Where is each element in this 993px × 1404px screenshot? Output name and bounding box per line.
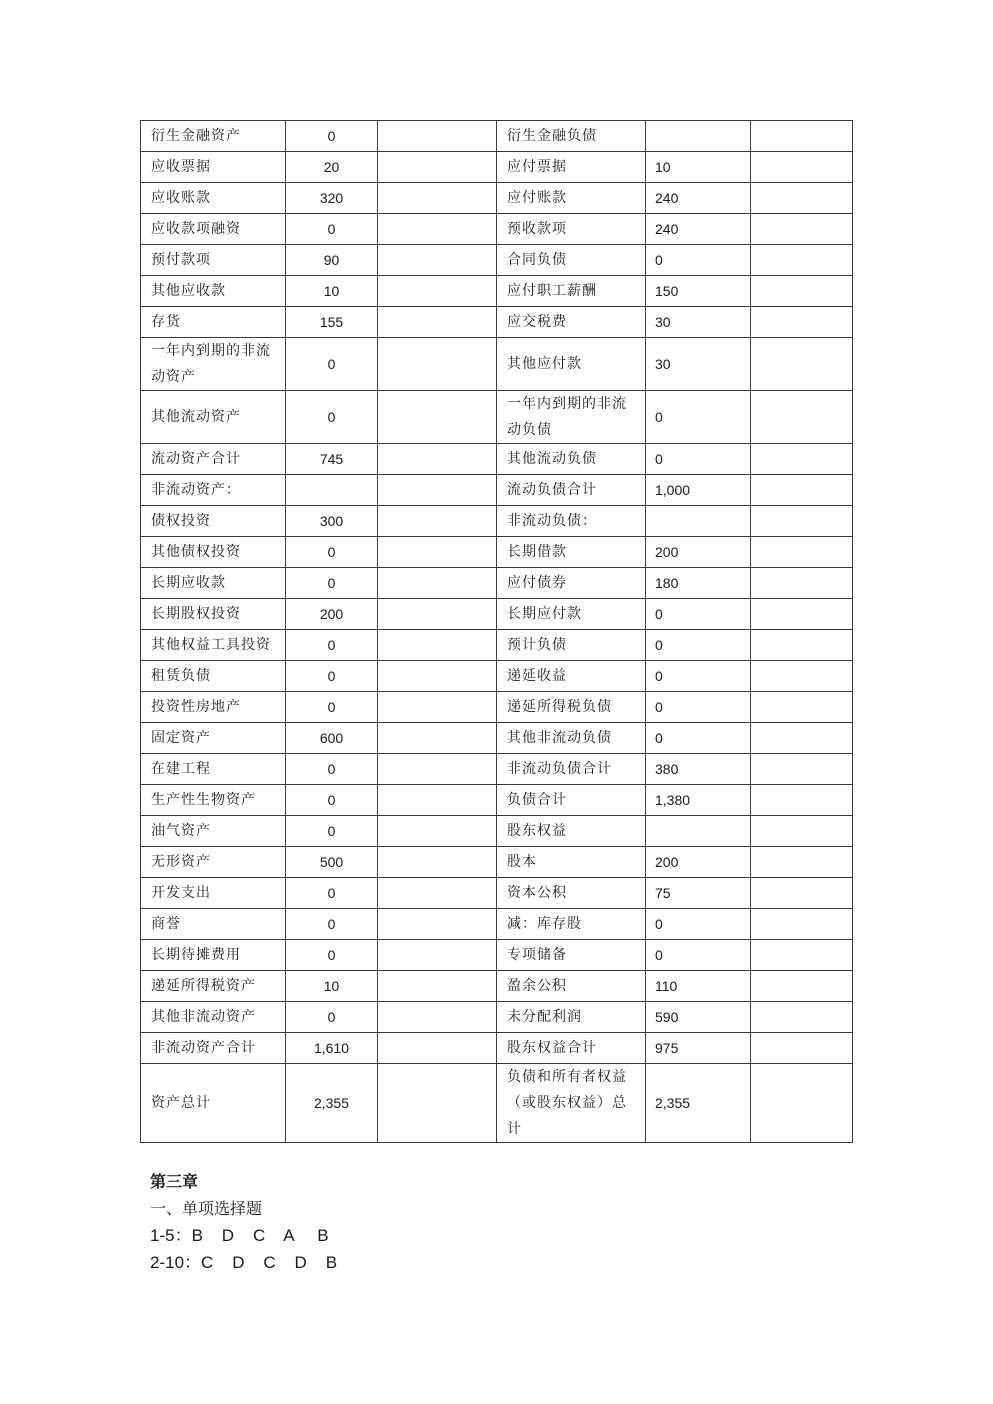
asset-extra-cell (378, 245, 497, 276)
asset-extra-cell (378, 723, 497, 754)
asset-item-cell: 其他债权投资 (141, 537, 286, 568)
liability-value-cell: 200 (646, 537, 751, 568)
table-row (141, 754, 853, 785)
asset-item-cell: 生产性生物资产 (141, 785, 286, 816)
liability-item-cell: 其他非流动负债 (497, 723, 646, 754)
asset-value-cell: 0 (286, 940, 378, 971)
asset-value-cell: 0 (286, 338, 378, 391)
liability-extra-cell (751, 909, 853, 940)
asset-value-cell: 0 (286, 692, 378, 723)
liability-extra-cell (751, 847, 853, 878)
liability-extra-cell (751, 391, 853, 444)
asset-extra-cell (378, 568, 497, 599)
liability-item-cell: 长期应付款 (497, 599, 646, 630)
liability-value-cell: 0 (646, 245, 751, 276)
liability-item-cell: 股东权益合计 (497, 1033, 646, 1064)
liability-extra-cell (751, 1002, 853, 1033)
asset-extra-cell (378, 1064, 497, 1143)
asset-value-cell: 745 (286, 444, 378, 475)
liability-item-cell: 股东权益 (497, 816, 646, 847)
asset-extra-cell (378, 599, 497, 630)
asset-extra-cell (378, 754, 497, 785)
asset-value-cell: 200 (286, 599, 378, 630)
answer-line: 1-5：B D C A B (150, 1226, 329, 1245)
asset-item-cell: 其他流动资产 (141, 391, 286, 444)
asset-value-cell: 10 (286, 276, 378, 307)
asset-extra-cell (378, 391, 497, 444)
asset-extra-cell (378, 307, 497, 338)
asset-extra-cell (378, 152, 497, 183)
asset-value-cell: 0 (286, 785, 378, 816)
asset-extra-cell (378, 816, 497, 847)
asset-value-cell: 500 (286, 847, 378, 878)
liability-extra-cell (751, 152, 853, 183)
asset-item-cell: 非流动资产合计 (141, 1033, 286, 1064)
liability-extra-cell (751, 723, 853, 754)
liability-extra-cell (751, 568, 853, 599)
liability-item-cell: 负债和所有者权益（或股东权益）总计 (497, 1064, 646, 1143)
liability-item-cell: 应交税费 (497, 307, 646, 338)
liability-value-cell: 240 (646, 183, 751, 214)
liability-item-cell: 资本公积 (497, 878, 646, 909)
asset-value-cell: 600 (286, 723, 378, 754)
liability-value-cell: 590 (646, 1002, 751, 1033)
liability-value-cell: 0 (646, 723, 751, 754)
liability-item-cell: 专项储备 (497, 940, 646, 971)
asset-value-cell: 0 (286, 214, 378, 245)
table-row (141, 276, 853, 307)
asset-item-cell: 商誉 (141, 909, 286, 940)
liability-value-cell: 0 (646, 661, 751, 692)
liability-value-cell: 30 (646, 338, 751, 391)
asset-item-cell: 长期应收款 (141, 568, 286, 599)
liability-item-cell: 负债合计 (497, 785, 646, 816)
liability-value-cell: 200 (646, 847, 751, 878)
table-row (141, 1064, 853, 1143)
asset-extra-cell (378, 630, 497, 661)
liability-item-cell: 应付票据 (497, 152, 646, 183)
liability-value-cell: 0 (646, 909, 751, 940)
liability-extra-cell (751, 183, 853, 214)
liability-extra-cell (751, 276, 853, 307)
liability-extra-cell (751, 338, 853, 391)
liability-value-cell: 10 (646, 152, 751, 183)
asset-value-cell: 90 (286, 245, 378, 276)
table-row (141, 245, 853, 276)
asset-item-cell: 资产总计 (141, 1064, 286, 1143)
table-row (141, 661, 853, 692)
asset-extra-cell (378, 475, 497, 506)
liability-value-cell: 240 (646, 214, 751, 245)
asset-extra-cell (378, 506, 497, 537)
asset-extra-cell (378, 1033, 497, 1064)
liability-value-cell: 150 (646, 276, 751, 307)
asset-item-cell: 衍生金融资产 (141, 121, 286, 152)
liability-item-cell: 递延收益 (497, 661, 646, 692)
liability-value-cell: 1,380 (646, 785, 751, 816)
asset-extra-cell (378, 847, 497, 878)
asset-item-cell: 应收款项融资 (141, 214, 286, 245)
liability-extra-cell (751, 785, 853, 816)
asset-item-cell: 其他非流动资产 (141, 1002, 286, 1033)
table-row (141, 878, 853, 909)
asset-value-cell: 0 (286, 909, 378, 940)
liability-extra-cell (751, 940, 853, 971)
liability-value-cell: 1,000 (646, 475, 751, 506)
table-row (141, 599, 853, 630)
liability-item-cell: 应付职工薪酬 (497, 276, 646, 307)
liability-item-cell: 一年内到期的非流动负债 (497, 391, 646, 444)
liability-extra-cell (751, 599, 853, 630)
asset-item-cell: 其他权益工具投资 (141, 630, 286, 661)
liability-item-cell: 未分配利润 (497, 1002, 646, 1033)
balance-sheet-table (140, 120, 853, 1143)
asset-extra-cell (378, 940, 497, 971)
liability-value-cell: 30 (646, 307, 751, 338)
table-row (141, 940, 853, 971)
liability-item-cell: 减：库存股 (497, 909, 646, 940)
table-row (141, 391, 853, 444)
asset-item-cell: 应收账款 (141, 183, 286, 214)
asset-extra-cell (378, 971, 497, 1002)
liability-value-cell (646, 506, 751, 537)
table-row (141, 537, 853, 568)
liability-extra-cell (751, 307, 853, 338)
section-heading: 一、单项选择题 (150, 1199, 263, 1218)
chapter-title: 第三章 (150, 1172, 199, 1191)
asset-value-cell: 0 (286, 537, 378, 568)
table-row (141, 785, 853, 816)
asset-item-cell: 存货 (141, 307, 286, 338)
asset-item-cell: 应收票据 (141, 152, 286, 183)
liability-item-cell: 盈余公积 (497, 971, 646, 1002)
liability-extra-cell (751, 661, 853, 692)
liability-item-cell: 预收款项 (497, 214, 646, 245)
asset-item-cell: 非流动资产： (141, 475, 286, 506)
asset-extra-cell (378, 878, 497, 909)
table-row (141, 723, 853, 754)
asset-value-cell: 320 (286, 183, 378, 214)
liability-extra-cell (751, 506, 853, 537)
liability-extra-cell (751, 475, 853, 506)
asset-extra-cell (378, 661, 497, 692)
liability-item-cell: 流动负债合计 (497, 475, 646, 506)
liability-extra-cell (751, 754, 853, 785)
asset-item-cell: 在建工程 (141, 754, 286, 785)
table-row (141, 444, 853, 475)
asset-value-cell: 0 (286, 754, 378, 785)
asset-value-cell: 155 (286, 307, 378, 338)
table-row (141, 475, 853, 506)
liability-value-cell: 0 (646, 630, 751, 661)
liability-extra-cell (751, 630, 853, 661)
asset-extra-cell (378, 537, 497, 568)
asset-item-cell: 开发支出 (141, 878, 286, 909)
asset-extra-cell (378, 1002, 497, 1033)
table-row (141, 121, 853, 152)
asset-value-cell: 10 (286, 971, 378, 1002)
liability-value-cell: 2,355 (646, 1064, 751, 1143)
liability-value-cell: 75 (646, 878, 751, 909)
asset-value-cell: 0 (286, 816, 378, 847)
liability-extra-cell (751, 692, 853, 723)
table-row (141, 506, 853, 537)
liability-extra-cell (751, 537, 853, 568)
table-row (141, 568, 853, 599)
table-row (141, 214, 853, 245)
asset-value-cell: 0 (286, 121, 378, 152)
liability-value-cell: 110 (646, 971, 751, 1002)
liability-value-cell: 0 (646, 599, 751, 630)
liability-value-cell: 975 (646, 1033, 751, 1064)
asset-value-cell: 0 (286, 1002, 378, 1033)
balance-sheet-body (141, 121, 853, 1143)
liability-item-cell: 非流动负债合计 (497, 754, 646, 785)
table-row (141, 152, 853, 183)
table-row (141, 183, 853, 214)
liability-item-cell: 应付账款 (497, 183, 646, 214)
liability-value-cell (646, 816, 751, 847)
liability-value-cell: 0 (646, 444, 751, 475)
asset-value-cell: 300 (286, 506, 378, 537)
asset-value-cell: 0 (286, 568, 378, 599)
asset-extra-cell (378, 444, 497, 475)
chapter-section (150, 1168, 337, 1276)
asset-item-cell: 长期待摊费用 (141, 940, 286, 971)
liability-extra-cell (751, 444, 853, 475)
asset-extra-cell (378, 183, 497, 214)
liability-item-cell: 合同负债 (497, 245, 646, 276)
asset-extra-cell (378, 338, 497, 391)
asset-item-cell: 其他应收款 (141, 276, 286, 307)
asset-extra-cell (378, 909, 497, 940)
table-row (141, 847, 853, 878)
asset-item-cell: 流动资产合计 (141, 444, 286, 475)
asset-value-cell: 20 (286, 152, 378, 183)
table-row (141, 1002, 853, 1033)
asset-item-cell: 油气资产 (141, 816, 286, 847)
asset-item-cell: 长期股权投资 (141, 599, 286, 630)
liability-value-cell: 0 (646, 391, 751, 444)
asset-value-cell: 0 (286, 391, 378, 444)
liability-extra-cell (751, 245, 853, 276)
liability-item-cell: 非流动负债： (497, 506, 646, 537)
asset-value-cell: 0 (286, 878, 378, 909)
asset-extra-cell (378, 785, 497, 816)
asset-value-cell (286, 475, 378, 506)
table-row (141, 630, 853, 661)
liability-item-cell: 应付债券 (497, 568, 646, 599)
liability-item-cell: 其他流动负债 (497, 444, 646, 475)
asset-item-cell: 租赁负债 (141, 661, 286, 692)
liability-extra-cell (751, 816, 853, 847)
asset-item-cell: 投资性房地产 (141, 692, 286, 723)
asset-item-cell: 固定资产 (141, 723, 286, 754)
table-row (141, 909, 853, 940)
liability-extra-cell (751, 121, 853, 152)
liability-item-cell: 递延所得税负债 (497, 692, 646, 723)
asset-extra-cell (378, 276, 497, 307)
table-row (141, 338, 853, 391)
liability-item-cell: 股本 (497, 847, 646, 878)
asset-value-cell: 2,355 (286, 1064, 378, 1143)
asset-item-cell: 无形资产 (141, 847, 286, 878)
liability-extra-cell (751, 971, 853, 1002)
table-row (141, 307, 853, 338)
table-row (141, 971, 853, 1002)
liability-value-cell (646, 121, 751, 152)
table-row (141, 692, 853, 723)
table-row (141, 1033, 853, 1064)
table-row (141, 816, 853, 847)
liability-extra-cell (751, 1064, 853, 1143)
liability-item-cell: 其他应付款 (497, 338, 646, 391)
asset-item-cell: 递延所得税资产 (141, 971, 286, 1002)
answer-line: 2-10：C D C D B (150, 1253, 338, 1272)
asset-extra-cell (378, 692, 497, 723)
liability-value-cell: 0 (646, 940, 751, 971)
liability-value-cell: 380 (646, 754, 751, 785)
liability-extra-cell (751, 214, 853, 245)
asset-item-cell: 债权投资 (141, 506, 286, 537)
liability-item-cell: 长期借款 (497, 537, 646, 568)
asset-item-cell: 预付款项 (141, 245, 286, 276)
liability-item-cell: 预计负债 (497, 630, 646, 661)
asset-value-cell: 0 (286, 630, 378, 661)
liability-extra-cell (751, 878, 853, 909)
asset-item-cell: 一年内到期的非流动资产 (141, 338, 286, 391)
liability-extra-cell (751, 1033, 853, 1064)
asset-value-cell: 1,610 (286, 1033, 378, 1064)
liability-value-cell: 0 (646, 692, 751, 723)
liability-value-cell: 180 (646, 568, 751, 599)
asset-extra-cell (378, 121, 497, 152)
liability-item-cell: 衍生金融负债 (497, 121, 646, 152)
asset-value-cell: 0 (286, 661, 378, 692)
asset-extra-cell (378, 214, 497, 245)
